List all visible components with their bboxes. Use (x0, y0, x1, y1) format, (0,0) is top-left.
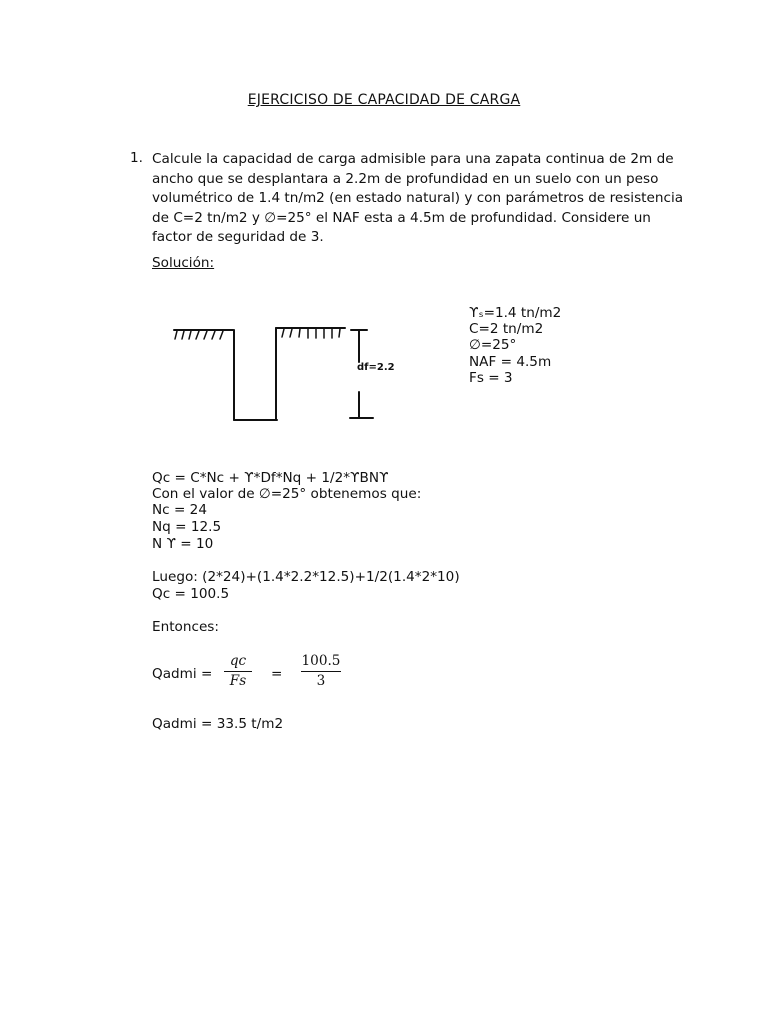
solution-heading: Solución: (152, 255, 215, 271)
ground-left-hatch (175, 331, 223, 339)
ground-right-hatch (282, 329, 340, 338)
luego-calculation: Luego: (2*24)+(1.4*2.2*12.5)+1/2(1.4*2*10) (152, 569, 460, 585)
frac1-bar (224, 671, 252, 672)
final-result: Qadmi = 33.5 t/m2 (152, 716, 284, 732)
qadmi-label: Qadmi = (152, 666, 213, 682)
page-title: EJERCICISO DE CAPACIDAD DE CARGA (247, 92, 521, 108)
qc-result: Qc = 100.5 (152, 586, 230, 602)
value-ngamma: N ϒ = 10 (152, 536, 214, 552)
formula-text: Con el valor de ∅=25° obtenemos que: (152, 486, 422, 502)
given-friction-angle: ∅=25° (469, 337, 517, 353)
frac2-denominator: 3 (316, 673, 326, 689)
given-unit-weight: ϒₛ=1.4 tn/m2 (469, 305, 562, 321)
depth-label: df=2.2 (357, 362, 395, 373)
frac1-numerator: qc (229, 653, 247, 669)
given-naf: NAF = 4.5m (469, 354, 552, 370)
equals-sign: = (271, 666, 283, 682)
formula-qc: Qc = C*Nc + ϒ*Df*Nq + 1/2*ϒBNϒ (152, 470, 389, 486)
footing-diagram (165, 318, 405, 430)
given-safety-factor: Fs = 3 (469, 370, 513, 386)
value-nq: Nq = 12.5 (152, 519, 222, 535)
entonces-label: Entonces: (152, 619, 219, 635)
frac2-bar (301, 671, 341, 672)
value-nc: Nc = 24 (152, 502, 207, 518)
problem-statement: Calcule la capacidad de carga admisible para una zapata continua de 2m de ancho que se desplantara a 2.2m de profundidad en un suelo con un peso volumétrico de 1.4 tn/m2 (en estado natural) y con parámetros de resistencia de C=2 tn/m2 y ∅=25° el NAF esta a 4.5m de profundidad. Considere un factor de seguridad de 3. (152, 151, 684, 245)
frac2-numerator: 100.5 (301, 653, 341, 669)
given-cohesion: C=2 tn/m2 (469, 321, 544, 337)
problem-number: 1. (130, 150, 143, 166)
frac1-denominator: Fs (229, 673, 247, 689)
